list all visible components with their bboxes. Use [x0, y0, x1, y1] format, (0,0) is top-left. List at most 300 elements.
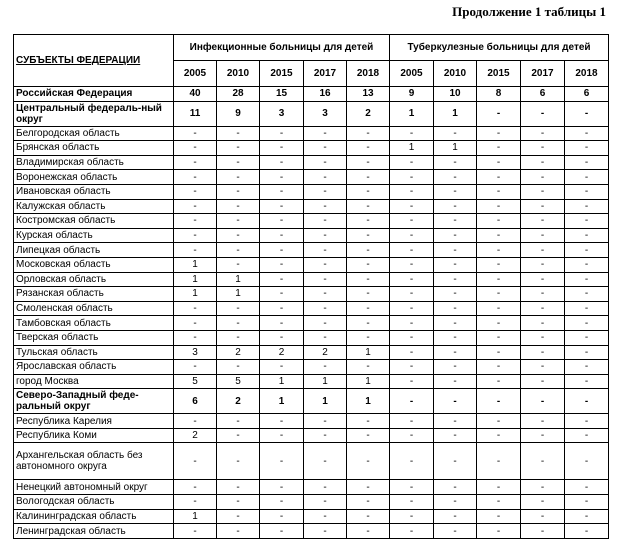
value-cell: - — [477, 345, 521, 360]
value-cell: - — [390, 257, 434, 272]
value-cell: - — [260, 330, 304, 345]
value-cell: - — [260, 243, 304, 258]
value-cell: - — [477, 141, 521, 156]
value-cell: - — [304, 509, 347, 524]
region-name-cell: город Москва — [14, 374, 174, 389]
year-header: 2005 — [174, 61, 217, 87]
region-name-cell: Орловская область — [14, 272, 174, 287]
table-row — [14, 199, 609, 214]
subject-column-header: СУБЪЕКТЫ ФЕДЕРАЦИИ — [14, 35, 174, 87]
value-cell: - — [390, 228, 434, 243]
region-name-cell: Ярославская область — [14, 360, 174, 375]
value-cell: - — [477, 524, 521, 539]
value-cell: 2 — [260, 345, 304, 360]
value-cell: - — [347, 184, 390, 199]
table-row — [14, 170, 609, 185]
value-cell: - — [565, 345, 609, 360]
table-row — [14, 272, 609, 287]
region-name-cell: Рязанская область — [14, 287, 174, 302]
value-cell: - — [217, 443, 260, 480]
value-cell: - — [304, 495, 347, 510]
year-header: 2010 — [434, 61, 477, 87]
value-cell: - — [477, 287, 521, 302]
value-cell: - — [260, 428, 304, 443]
value-cell: - — [521, 155, 565, 170]
value-cell: - — [304, 170, 347, 185]
value-cell: - — [304, 214, 347, 229]
value-cell: 9 — [217, 101, 260, 126]
group-header-tuberculosis: Туберкулезные больницы для детей — [390, 35, 609, 61]
value-cell: - — [390, 509, 434, 524]
value-cell: - — [217, 480, 260, 495]
region-name-cell: Вологодская область — [14, 495, 174, 510]
value-cell: - — [521, 524, 565, 539]
value-cell: - — [304, 287, 347, 302]
value-cell: - — [477, 301, 521, 316]
value-cell: - — [260, 316, 304, 331]
value-cell: - — [477, 199, 521, 214]
value-cell: - — [217, 126, 260, 141]
value-cell: - — [521, 509, 565, 524]
value-cell: - — [521, 301, 565, 316]
value-cell: 1 — [260, 374, 304, 389]
value-cell: - — [304, 301, 347, 316]
value-cell: - — [347, 199, 390, 214]
value-cell: - — [174, 214, 217, 229]
value-cell: - — [390, 345, 434, 360]
value-cell: 13 — [347, 87, 390, 102]
value-cell: - — [477, 316, 521, 331]
table-row — [14, 257, 609, 272]
value-cell: - — [347, 509, 390, 524]
year-header: 2015 — [477, 61, 521, 87]
table-row — [14, 287, 609, 302]
value-cell: - — [521, 360, 565, 375]
value-cell: - — [347, 126, 390, 141]
value-cell: - — [260, 480, 304, 495]
data-table — [13, 34, 609, 539]
value-cell: - — [304, 272, 347, 287]
value-cell: - — [390, 170, 434, 185]
value-cell: - — [304, 199, 347, 214]
value-cell: - — [347, 495, 390, 510]
value-cell: 6 — [565, 87, 609, 102]
value-cell: - — [565, 272, 609, 287]
value-cell: - — [174, 443, 217, 480]
value-cell: - — [521, 316, 565, 331]
value-cell: - — [217, 495, 260, 510]
value-cell: 2 — [347, 101, 390, 126]
table-row — [14, 330, 609, 345]
value-cell: - — [565, 495, 609, 510]
value-cell: - — [217, 330, 260, 345]
value-cell: - — [260, 257, 304, 272]
value-cell: - — [477, 360, 521, 375]
year-header: 2017 — [304, 61, 347, 87]
table-row — [14, 141, 609, 156]
value-cell: - — [217, 228, 260, 243]
value-cell: - — [434, 360, 477, 375]
table-row — [14, 374, 609, 389]
value-cell: - — [260, 155, 304, 170]
value-cell: - — [217, 414, 260, 429]
region-name-cell: Ленинградская область — [14, 524, 174, 539]
value-cell: - — [477, 243, 521, 258]
value-cell: - — [304, 428, 347, 443]
region-name-cell: Северо-Западный феде-ральный округ — [14, 389, 174, 414]
region-name-cell: Республика Карелия — [14, 414, 174, 429]
value-cell: - — [304, 228, 347, 243]
value-cell: - — [304, 330, 347, 345]
value-cell: - — [434, 199, 477, 214]
region-name-cell: Белгородская область — [14, 126, 174, 141]
value-cell: - — [434, 509, 477, 524]
value-cell: - — [477, 184, 521, 199]
value-cell: - — [304, 443, 347, 480]
value-cell: - — [217, 360, 260, 375]
value-cell: - — [434, 374, 477, 389]
value-cell: - — [477, 228, 521, 243]
value-cell: - — [477, 101, 521, 126]
value-cell: - — [260, 141, 304, 156]
value-cell: - — [304, 257, 347, 272]
value-cell: - — [477, 480, 521, 495]
table-row — [14, 414, 609, 429]
table-row — [14, 428, 609, 443]
value-cell: - — [565, 360, 609, 375]
value-cell: - — [260, 414, 304, 429]
value-cell: - — [174, 360, 217, 375]
value-cell: 1 — [260, 389, 304, 414]
value-cell: - — [434, 428, 477, 443]
value-cell: - — [347, 272, 390, 287]
value-cell: - — [390, 126, 434, 141]
value-cell: - — [174, 480, 217, 495]
value-cell: - — [477, 214, 521, 229]
value-cell: - — [217, 316, 260, 331]
value-cell: - — [217, 141, 260, 156]
value-cell: - — [565, 330, 609, 345]
value-cell: - — [434, 414, 477, 429]
value-cell: - — [521, 374, 565, 389]
value-cell: 10 — [434, 87, 477, 102]
value-cell: - — [390, 428, 434, 443]
value-cell: - — [434, 243, 477, 258]
value-cell: - — [565, 414, 609, 429]
value-cell: - — [565, 480, 609, 495]
value-cell: - — [390, 389, 434, 414]
value-cell: - — [521, 170, 565, 185]
value-cell: - — [477, 374, 521, 389]
table-row — [14, 480, 609, 495]
value-cell: - — [174, 524, 217, 539]
region-name-cell: Калининградская область — [14, 509, 174, 524]
value-cell: - — [347, 301, 390, 316]
value-cell: - — [390, 524, 434, 539]
value-cell: 1 — [390, 101, 434, 126]
value-cell: - — [565, 228, 609, 243]
value-cell: - — [390, 155, 434, 170]
value-cell: 1 — [434, 101, 477, 126]
value-cell: - — [260, 170, 304, 185]
value-cell: - — [521, 345, 565, 360]
value-cell: - — [304, 141, 347, 156]
region-name-cell: Тамбовская область — [14, 316, 174, 331]
year-header: 2005 — [390, 61, 434, 87]
value-cell: - — [434, 301, 477, 316]
table-row — [14, 126, 609, 141]
value-cell: - — [521, 480, 565, 495]
value-cell: - — [260, 360, 304, 375]
value-cell: 1 — [347, 374, 390, 389]
region-name-cell: Ивановская область — [14, 184, 174, 199]
region-name-cell: Российская Федерация — [14, 87, 174, 102]
value-cell: - — [390, 316, 434, 331]
value-cell: 1 — [434, 141, 477, 156]
value-cell: - — [434, 155, 477, 170]
value-cell: - — [304, 184, 347, 199]
value-cell: - — [477, 389, 521, 414]
region-name-cell: Центральный федераль-ный округ — [14, 101, 174, 126]
region-name-cell: Липецкая область — [14, 243, 174, 258]
value-cell: - — [521, 414, 565, 429]
value-cell: - — [565, 126, 609, 141]
value-cell: - — [174, 155, 217, 170]
value-cell: - — [477, 414, 521, 429]
value-cell: - — [217, 301, 260, 316]
value-cell: - — [434, 389, 477, 414]
value-cell: - — [260, 509, 304, 524]
value-cell: 1 — [217, 272, 260, 287]
value-cell: - — [260, 126, 304, 141]
value-cell: - — [521, 228, 565, 243]
value-cell: - — [347, 155, 390, 170]
value-cell: - — [565, 524, 609, 539]
value-cell: - — [477, 509, 521, 524]
value-cell: - — [304, 243, 347, 258]
table-row — [14, 87, 609, 102]
value-cell: 1 — [174, 509, 217, 524]
region-name-cell: Ненецкий автономный округ — [14, 480, 174, 495]
year-header: 2015 — [260, 61, 304, 87]
value-cell: - — [260, 228, 304, 243]
table-row — [14, 101, 609, 126]
value-cell: - — [347, 287, 390, 302]
region-name-cell: Владимирская область — [14, 155, 174, 170]
value-cell: 1 — [174, 272, 217, 287]
table-row — [14, 345, 609, 360]
value-cell: 5 — [217, 374, 260, 389]
value-cell: - — [390, 360, 434, 375]
value-cell: - — [521, 443, 565, 480]
value-cell: - — [434, 257, 477, 272]
table-row — [14, 316, 609, 331]
year-header: 2018 — [565, 61, 609, 87]
value-cell: - — [565, 509, 609, 524]
value-cell: - — [217, 428, 260, 443]
value-cell: - — [565, 101, 609, 126]
value-cell: - — [260, 443, 304, 480]
value-cell: - — [390, 243, 434, 258]
value-cell: - — [477, 257, 521, 272]
value-cell: - — [217, 155, 260, 170]
value-cell: - — [217, 243, 260, 258]
value-cell: - — [347, 170, 390, 185]
value-cell: - — [390, 272, 434, 287]
value-cell: - — [304, 524, 347, 539]
value-cell: - — [390, 330, 434, 345]
value-cell: - — [565, 170, 609, 185]
value-cell: 3 — [174, 345, 217, 360]
region-name-cell: Костромская область — [14, 214, 174, 229]
value-cell: - — [477, 428, 521, 443]
value-cell: - — [347, 214, 390, 229]
value-cell: 6 — [521, 87, 565, 102]
value-cell: - — [260, 184, 304, 199]
value-cell: - — [521, 428, 565, 443]
value-cell: - — [565, 214, 609, 229]
value-cell: - — [260, 199, 304, 214]
value-cell: - — [434, 495, 477, 510]
value-cell: - — [477, 495, 521, 510]
value-cell: - — [217, 184, 260, 199]
value-cell: - — [390, 184, 434, 199]
value-cell: 8 — [477, 87, 521, 102]
value-cell: - — [347, 141, 390, 156]
region-name-cell: Тульская область — [14, 345, 174, 360]
value-cell: - — [434, 214, 477, 229]
group-header-infectious: Инфекционные больницы для детей — [174, 35, 390, 61]
region-name-cell: Калужская область — [14, 199, 174, 214]
value-cell: - — [477, 272, 521, 287]
region-name-cell: Тверская область — [14, 330, 174, 345]
value-cell: 3 — [304, 101, 347, 126]
value-cell: - — [521, 101, 565, 126]
value-cell: - — [390, 214, 434, 229]
value-cell: - — [174, 126, 217, 141]
value-cell: 1 — [304, 389, 347, 414]
value-cell: - — [304, 360, 347, 375]
value-cell: - — [521, 272, 565, 287]
table-row — [14, 524, 609, 539]
value-cell: 3 — [260, 101, 304, 126]
value-cell: - — [347, 228, 390, 243]
value-cell: - — [434, 228, 477, 243]
value-cell: - — [565, 443, 609, 480]
value-cell: - — [174, 228, 217, 243]
value-cell: - — [304, 316, 347, 331]
value-cell: 1 — [347, 345, 390, 360]
value-cell: - — [521, 257, 565, 272]
value-cell: - — [390, 301, 434, 316]
value-cell: - — [260, 287, 304, 302]
value-cell: - — [565, 243, 609, 258]
table-row — [14, 228, 609, 243]
region-name-cell: Архангельская область без автономного округа — [14, 443, 174, 480]
value-cell: 1 — [217, 287, 260, 302]
value-cell: - — [565, 374, 609, 389]
region-name-cell: Брянская область — [14, 141, 174, 156]
value-cell: - — [565, 316, 609, 331]
value-cell: 1 — [174, 257, 217, 272]
value-cell: - — [217, 199, 260, 214]
value-cell: 40 — [174, 87, 217, 102]
region-name-cell: Московская область — [14, 257, 174, 272]
region-name-cell: Смоленская область — [14, 301, 174, 316]
value-cell: - — [260, 495, 304, 510]
value-cell: - — [521, 184, 565, 199]
value-cell: - — [304, 414, 347, 429]
value-cell: - — [390, 495, 434, 510]
value-cell: - — [174, 184, 217, 199]
table-row — [14, 155, 609, 170]
value-cell: - — [174, 243, 217, 258]
table-row — [14, 184, 609, 199]
table-row — [14, 243, 609, 258]
value-cell: - — [347, 480, 390, 495]
value-cell: 1 — [347, 389, 390, 414]
value-cell: - — [390, 374, 434, 389]
value-cell: - — [434, 443, 477, 480]
value-cell: - — [565, 141, 609, 156]
value-cell: 9 — [390, 87, 434, 102]
table-row — [14, 509, 609, 524]
value-cell: - — [565, 389, 609, 414]
table-row — [14, 389, 609, 414]
value-cell: - — [174, 301, 217, 316]
value-cell: 28 — [217, 87, 260, 102]
value-cell: - — [521, 243, 565, 258]
value-cell: - — [521, 389, 565, 414]
table-row — [14, 301, 609, 316]
value-cell: - — [347, 330, 390, 345]
value-cell: - — [217, 257, 260, 272]
value-cell: - — [390, 443, 434, 480]
value-cell: - — [477, 170, 521, 185]
value-cell: - — [260, 301, 304, 316]
table-row — [14, 360, 609, 375]
value-cell: - — [521, 141, 565, 156]
table-row — [14, 495, 609, 510]
value-cell: - — [217, 509, 260, 524]
value-cell: - — [521, 126, 565, 141]
value-cell: - — [260, 214, 304, 229]
value-cell: - — [174, 170, 217, 185]
value-cell: - — [521, 495, 565, 510]
value-cell: - — [477, 443, 521, 480]
value-cell: - — [347, 428, 390, 443]
value-cell: - — [565, 155, 609, 170]
value-cell: - — [434, 480, 477, 495]
value-cell: 1 — [174, 287, 217, 302]
value-cell: - — [260, 272, 304, 287]
value-cell: - — [434, 272, 477, 287]
value-cell: - — [434, 330, 477, 345]
value-cell: 2 — [174, 428, 217, 443]
value-cell: 16 — [304, 87, 347, 102]
value-cell: - — [521, 287, 565, 302]
value-cell: - — [174, 330, 217, 345]
value-cell: - — [477, 155, 521, 170]
value-cell: - — [174, 199, 217, 214]
value-cell: - — [304, 155, 347, 170]
value-cell: - — [390, 414, 434, 429]
value-cell: - — [304, 480, 347, 495]
value-cell: 5 — [174, 374, 217, 389]
value-cell: - — [217, 170, 260, 185]
value-cell: - — [174, 316, 217, 331]
table-body — [14, 87, 609, 539]
